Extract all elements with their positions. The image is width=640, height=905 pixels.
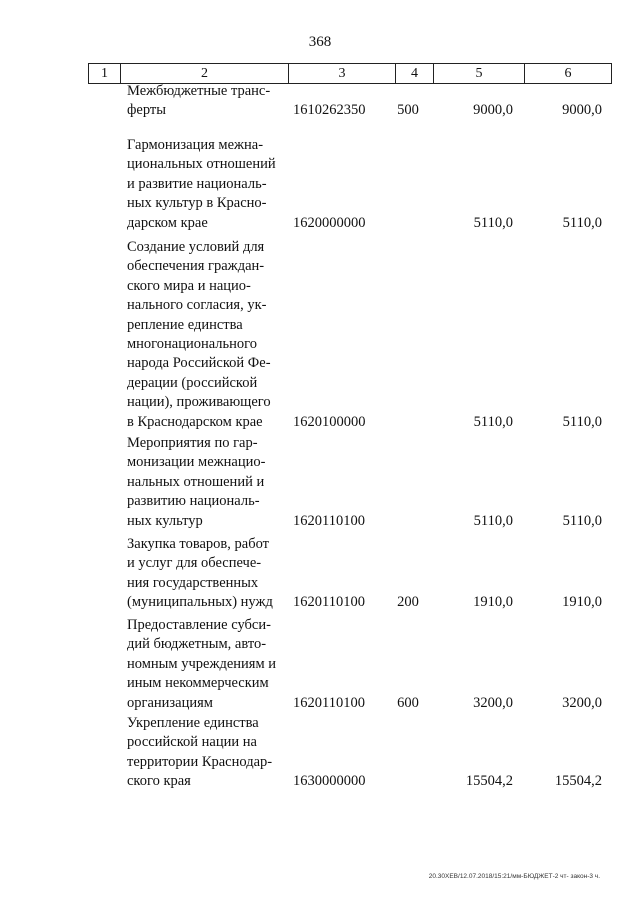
row-name-line: Предоставление субси- xyxy=(127,617,271,633)
row-name-line: и развитие националь- xyxy=(127,175,267,192)
row-name-line: номным учреждениям и xyxy=(127,655,277,672)
row-name-line: нального согласия, ук- xyxy=(127,297,267,314)
row-name-line: Межбюджетные транс- xyxy=(127,83,271,99)
row-name-line: нальных отношений и xyxy=(127,473,265,490)
row-name-line: Гармонизация межна- xyxy=(127,137,264,153)
row-value-5: 5110,0 xyxy=(473,214,513,231)
row-value-6: 3200,0 xyxy=(562,694,602,711)
row-value-5: 15504,2 xyxy=(465,773,513,790)
row-name-line: народа Российской Фе- xyxy=(127,355,271,372)
row-name-line: в Краснодарском крае xyxy=(127,413,263,430)
row-name-line: организациям xyxy=(127,694,213,711)
table-header xyxy=(88,63,612,84)
row-name-line: ния государственных xyxy=(127,574,259,591)
row-name xyxy=(127,535,279,613)
row-code: 1620110100 xyxy=(293,694,365,711)
row-name-line: ных культур в Красно- xyxy=(127,195,267,212)
row-name-line: Укрепление единства xyxy=(127,715,259,731)
row-name-line: дарском крае xyxy=(127,214,208,231)
row-name-line: циональных отношений xyxy=(127,156,276,173)
row-value-5: 3200,0 xyxy=(473,694,513,711)
row-name-line: многонационального xyxy=(127,336,258,353)
row-value-5: 1910,0 xyxy=(473,594,513,611)
row-name-line: территории Краснодар- xyxy=(127,753,273,770)
row-name-line: дерации (российской xyxy=(127,374,258,391)
row-value-5: 9000,0 xyxy=(473,102,513,119)
row-type: 600 xyxy=(397,694,419,711)
row-code: 1620110100 xyxy=(293,594,365,611)
header-col-6: 6 xyxy=(564,66,572,81)
header-col-1: 1 xyxy=(89,64,121,83)
row-code: 1620000000 xyxy=(293,214,366,231)
row-name xyxy=(127,616,279,713)
row-value-6: 5110,0 xyxy=(562,413,602,430)
row-name-line: ского мира и нацио- xyxy=(127,277,251,294)
row-value-5: 5110,0 xyxy=(473,512,513,529)
row-value-6: 15504,2 xyxy=(554,773,602,790)
row-type: 500 xyxy=(397,102,419,119)
row-name-line: ферты xyxy=(127,102,166,119)
row-value-5: 5110,0 xyxy=(473,413,513,430)
row-name-line: дий бюджетным, авто- xyxy=(127,636,267,653)
row-value-6: 1910,0 xyxy=(562,594,602,611)
row-name-line: нации), проживающего xyxy=(127,394,271,411)
row-name-line: ных культур xyxy=(127,512,203,529)
row-name-line: Создание условий для xyxy=(127,239,265,255)
page-number: 368 xyxy=(308,34,332,50)
row-name xyxy=(127,136,279,233)
row-name-line: (муниципальных) нужд xyxy=(127,594,273,611)
row-name xyxy=(127,82,279,121)
row-value-6: 5110,0 xyxy=(562,214,602,231)
footer-stamp: 20.30ХЕВ/12.07.2018/15:21/мм-БЮДЖЕТ-2 чт- закон-3 ч. xyxy=(428,873,600,880)
row-name-line: репление единства xyxy=(127,316,243,333)
header-col-5: 5 xyxy=(434,64,525,83)
row-name-line: монизации межнацио- xyxy=(127,454,266,471)
row-name-line: российской нации на xyxy=(127,734,257,751)
row-value-6: 5110,0 xyxy=(562,512,602,529)
row-name xyxy=(127,238,279,432)
header-col-4: 4 xyxy=(396,64,434,83)
row-code: 1620100000 xyxy=(293,413,366,430)
row-code: 1630000000 xyxy=(293,773,366,790)
row-value-6: 9000,0 xyxy=(562,102,602,119)
header-col-2: 2 xyxy=(121,64,289,83)
row-type: 200 xyxy=(397,594,419,611)
row-name-line: иным некоммерческим xyxy=(127,675,269,692)
header-col-3: 3 xyxy=(289,64,396,83)
row-name xyxy=(127,434,279,531)
row-name-line: ского края xyxy=(127,773,191,790)
row-name-line: обеспечения граждан- xyxy=(127,258,265,275)
row-name-line: Мероприятия по гар- xyxy=(127,435,258,451)
row-name xyxy=(127,714,279,792)
row-name-line: Закупка товаров, работ xyxy=(127,536,269,552)
row-name-line: развитию националь- xyxy=(127,493,260,510)
row-code: 1620110100 xyxy=(293,512,365,529)
row-code: 1610262350 xyxy=(293,102,366,119)
row-name-line: и услуг для обеспече- xyxy=(127,555,262,572)
